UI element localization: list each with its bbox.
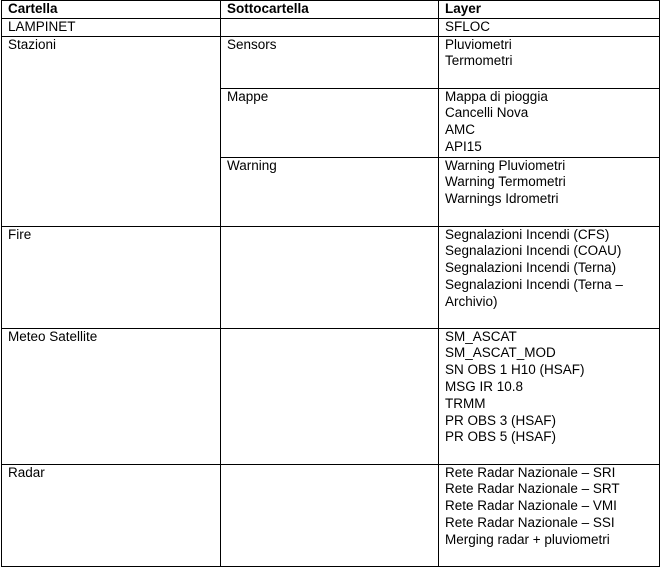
header-cartella: Cartella	[2, 1, 221, 19]
layer-item: Segnalazioni Incendi (CFS)	[445, 226, 610, 242]
layer-item: SM_ASCAT_MOD	[445, 345, 556, 361]
layer-item: Segnalazioni Incendi (Terna)	[445, 260, 617, 276]
layer-item: Mappa di pioggia	[445, 88, 548, 104]
layer-item: TRMM	[445, 395, 486, 411]
table-row	[2, 328, 660, 464]
table-row	[2, 464, 660, 566]
table-row	[2, 226, 660, 328]
layer-item: Warnings Idrometri	[445, 191, 559, 207]
cell-layers	[439, 328, 660, 464]
table-row	[2, 18, 660, 36]
layer-item: Merging radar + pluviometri	[445, 531, 610, 547]
layer-item: Segnalazioni Incendi (COAU)	[445, 243, 622, 259]
layer-item: Cancelli Nova	[445, 105, 529, 121]
header-sottocartella: Sottocartella	[221, 1, 439, 19]
layer-item: Warning Termometri	[445, 174, 566, 190]
layer-item: Rete Radar Nazionale – SRI	[445, 464, 616, 480]
cell-sottocartella	[221, 328, 439, 464]
cell-cartella: Meteo Satellite	[2, 328, 221, 464]
layer-item: PR OBS 3 (HSAF)	[445, 412, 557, 428]
cell-sottocartella: Warning	[221, 157, 439, 226]
cell-layers	[439, 226, 660, 328]
cell-sottocartella: Sensors	[221, 36, 439, 88]
layer-item: PR OBS 5 (HSAF)	[445, 429, 557, 445]
layer-item: Termometri	[445, 53, 513, 69]
header-layer: Layer	[439, 1, 660, 19]
layer-item: Pluviometri	[445, 36, 512, 52]
layer-item: Segnalazioni Incendi (Terna – Archivio)	[445, 276, 623, 309]
layer-item: Warning Pluviometri	[445, 157, 566, 173]
layer-item: Rete Radar Nazionale – SRT	[445, 481, 620, 497]
layer-item: Rete Radar Nazionale – VMI	[445, 498, 617, 514]
layer-item: Rete Radar Nazionale – SSI	[445, 514, 615, 530]
cell-cartella: Fire	[2, 226, 221, 328]
cell-sottocartella	[221, 464, 439, 566]
cell-cartella: LAMPINET	[2, 18, 221, 36]
layers-table	[1, 0, 660, 567]
cell-layers	[439, 157, 660, 226]
layer-item: SFLOC	[445, 18, 491, 34]
cell-layers	[439, 464, 660, 566]
layer-item: AMC	[445, 122, 475, 138]
table-header-row	[2, 1, 660, 19]
layer-item: MSG IR 10.8	[445, 378, 524, 394]
cell-layers	[439, 88, 660, 157]
layer-item: API15	[445, 138, 482, 154]
cell-layers	[439, 36, 660, 88]
cell-cartella: Radar	[2, 464, 221, 566]
cell-sottocartella	[221, 226, 439, 328]
cell-sottocartella: Mappe	[221, 88, 439, 157]
cell-layers	[439, 18, 660, 36]
layer-item: SM_ASCAT	[445, 328, 517, 344]
table-row	[2, 36, 660, 88]
cell-cartella: Stazioni	[2, 36, 221, 226]
cell-sottocartella	[221, 18, 439, 36]
layer-item: SN OBS 1 H10 (HSAF)	[445, 362, 585, 378]
